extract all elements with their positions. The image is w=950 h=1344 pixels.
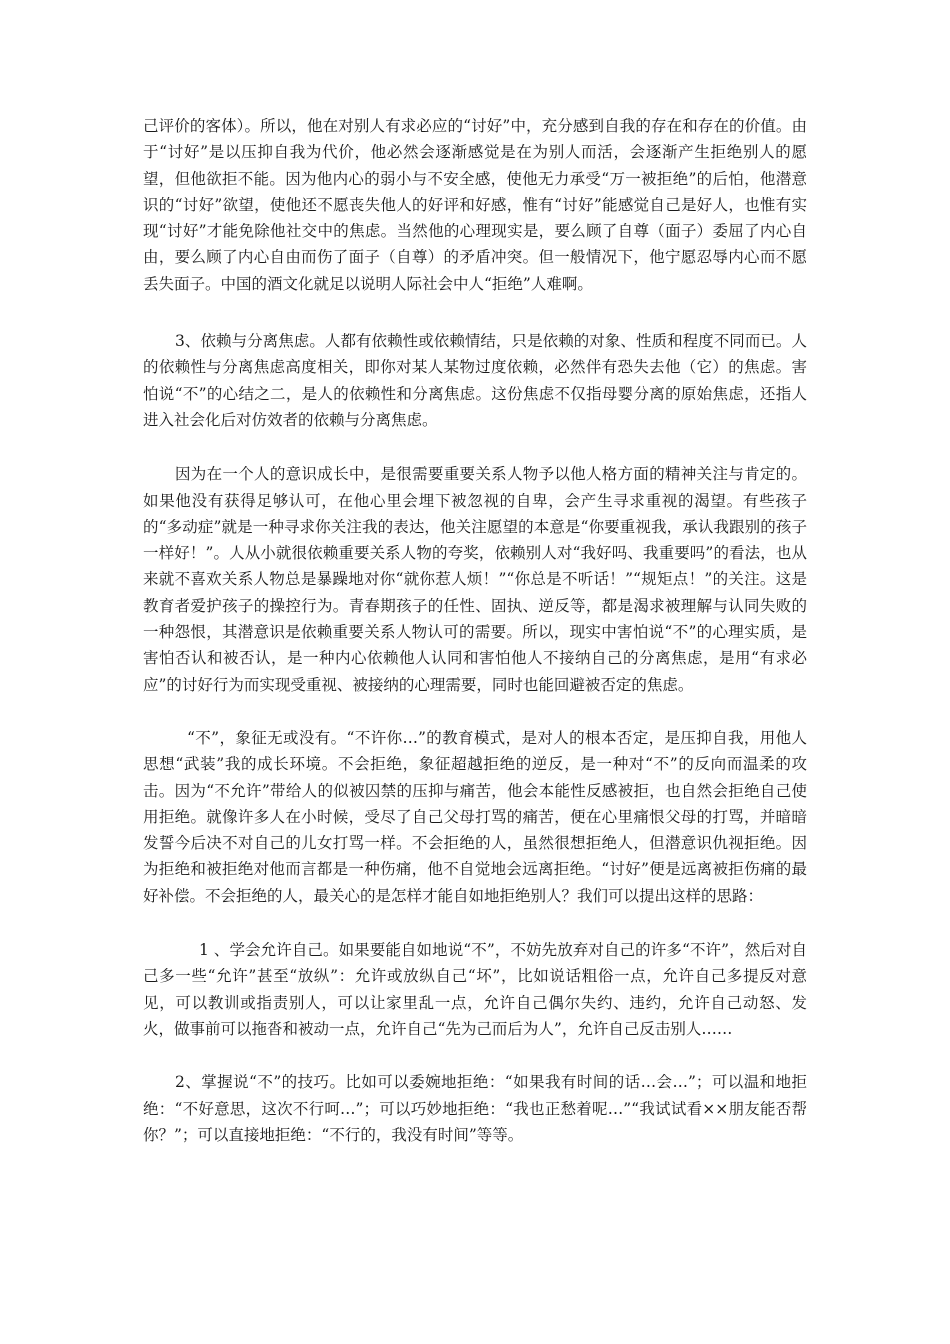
document-page	[143, 113, 807, 1148]
paragraph-saying-no-techniques: 2、掌握说“不”的技巧。比如可以委婉地拒绝：“如果我有时间的话…会…”；可以温和地拒绝：“不好意思，这次不行呵…”；可以巧妙地拒绝：“我也正愁着呢…”“我试试看××朋友能否帮你？”；可以直接地拒绝：“不行的，我没有时间”等等。	[143, 1073, 807, 1144]
paragraph-pleasing-self-worth: 己评价的客体）。所以，他在对别人有求必应的“讨好”中，充分感到自我的存在和存在的价值。由于“讨好”是以压抑自我为代价，他必然会逐渐感觉是在为别人而活，会逐渐产生拒绝别人的愿望，但他欲拒不能。因为他内心的弱小与不安全感，使他无力承受“万一被拒绝”的后怕，他潜意识的“讨好”欲望，使他还不愿丧失他人的好评和好感，惟有“讨好”能感觉自己是好人，也惟有实现“讨好”才能免除他社交中的焦虑。当然他的心理现实是，要么顾了自尊（面子）委屈了内心自由，要么顾了内心自由而伤了面子（自尊）的矛盾冲突。但一般情况下，他宁愿忍辱内心而不愿丢失面子。中国的酒文化就足以说明人际社会中人“拒绝”人难啊。	[143, 117, 807, 293]
paragraph-need-for-recognition: 因为在一个人的意识成长中，是很需要重要关系人物予以他人格方面的精神关注与肯定的。如果他没有获得足够认可，在他心里会埋下被忽视的自卑，会产生寻求重视的渴望。有些孩子的“多动症”就是一种寻求你关注我的表达，他关注愿望的本意是“你要重视我，承认我跟别的孩子一样好！”。人从小就很依赖重要关系人物的夸奖，依赖别人对“我好吗、我重要吗”的看法，也从来就不喜欢关系人物总是暴躁地对你“就你惹人烦！”“你总是不听话！”“规矩点！”的关注。这是教育者爱护孩子的操控行为。青春期孩子的任性、固执、逆反等，都是渴求被理解与认同失败的一种怨恨，其潜意识是依赖重要关系人物认可的需要。所以，现实中害怕说“不”的心理实质，是害怕否认和被否认，是一种内心依赖他人认同和害怕他人不接纳自己的分离焦虑，是用“有求必应”的讨好行为而实现受重视、被接纳的心理需要，同时也能回避被否定的焦虑。	[143, 465, 807, 694]
paragraph-dependency-separation-anxiety: 3、依赖与分离焦虑。人都有依赖性或依赖情结，只是依赖的对象、性质和程度不同而已。人的依赖性与分离焦虑高度相关，即你对某人某物过度依赖，必然伴有恐失去他（它）的焦虑。害怕说“不”的心结之二，是人的依赖性和分离焦虑。这份焦虑不仅指母婴分离的原始焦虑，还指人进入社会化后对仿效者的依赖与分离焦虑。	[143, 332, 807, 429]
paragraph-allow-yourself: 1 、学会允许自己。如果要能自如地说“不”，不妨先放弃对自己的许多“不许”，然后对自己多一些“允许”甚至“放纵”：允许或放纵自己“坏”，比如说话粗俗一点，允许自己多提反对意见，可以教训或指责别人，可以让家里乱一点，允许自己偶尔失约、违约，允许自己动怒、发火，做事前可以拖沓和被动一点，允许自己“先为己而后为人”，允许自己反击别人……	[143, 941, 807, 1038]
paragraph-meaning-of-no: “不”，象征无或没有。“不许你…”的教育模式，是对人的根本否定，是压抑自我，用他人思想“武装”我的成长环境。不会拒绝，象征超越拒绝的逆反，是一种对“不”的反向而温柔的攻击。因为“不允许”带给人的似被囚禁的压抑与痛苦，他会本能性反感被拒，也自然会拒绝自己使用拒绝。就像许多人在小时候，受尽了自己父母打骂的痛苦，便在心里痛恨父母的打骂，并暗暗发誓今后决不对自己的儿女打骂一样。不会拒绝的人，虽然很想拒绝人，但潜意识仇视拒绝。因为拒绝和被拒绝对他而言都是一种伤痛，他不自觉地会远离拒绝。“讨好”便是远离被拒伤痛的最好补偿。不会拒绝的人，最关心的是怎样才能自如地拒绝别人？我们可以提出这样的思路：	[143, 728, 807, 905]
